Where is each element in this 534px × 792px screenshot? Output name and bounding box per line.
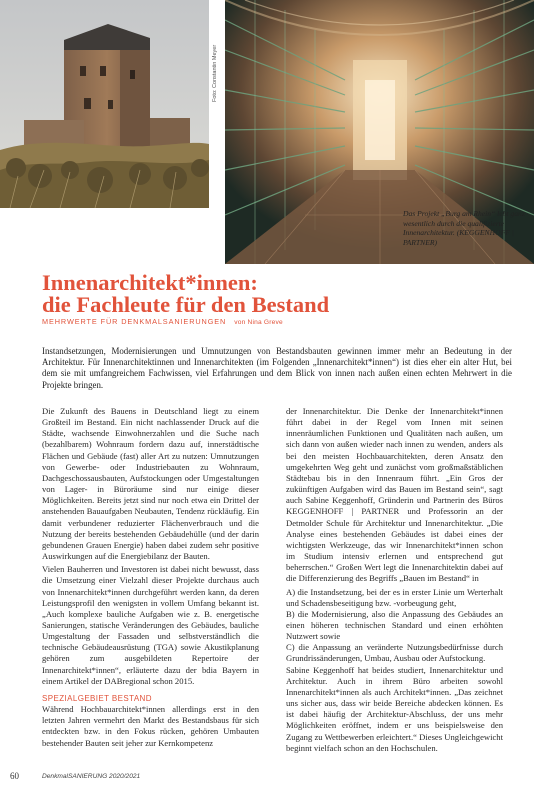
photo-caption: Das Projekt „Burg am Rhein“ lebt ganz wesentlich durch die qualifizierte Innenarchitektur. (KEGGENHOFF | PARTNER) [403, 209, 525, 247]
definition-list [286, 587, 503, 665]
title-line-2: die Fachleute für den Bestand [42, 292, 330, 317]
paragraph: Während Hochbauarchitekt*innen allerdings erst in den letzten Jahren vermehrt den Markt des Bestandsbaus für sich entdeckten bzw. in den Fokus rücken, gehören Umbauten bestehender Bauten seit jeher zur Kernkompetenz [42, 704, 259, 748]
author-byline: von Nina Greve [234, 319, 283, 326]
list-item: C) die Anpassung an veränderte Nutzungsbedürfnisse durch Grundrissänderungen, Umbau, Ausbau oder Aufstockung. [286, 642, 503, 664]
publication-footer [42, 773, 140, 780]
publication-name: DenkmalSANIERUNG 2020/2021 [42, 773, 141, 780]
column-right [286, 406, 503, 756]
article-kicker [42, 317, 283, 326]
title-line-1: Innenarchitekt*innen: [42, 270, 258, 295]
photo-credit: Foto: Constantin Meyer [212, 44, 218, 102]
list-item: A) die Instandsetzung, bei der es in erster Linie um Werterhalt und Schadensbeseitigung bzw. -vorbeugung geht, [286, 586, 503, 608]
column-left [42, 406, 259, 751]
lead-paragraph: Instandsetzungen, Modernisierungen und Umnutzungen von Bestandsbauten gewinnen immer mehr an Bedeutung in der Architektur. Für Innenarchitektinnen und Innenarchitekten (im Folgenden „Innenarchitekt*innen“) ist dies eher ein alter Hut, bei dem sie mit umfangreichem Fachwissen, viel Erfahrungen und dem Blick von innen nach außen einen echten Mehrwert in die Projekte bringen. [42, 346, 512, 390]
kicker-text: MEHRWERTE FÜR DENKMALSANIERUNGEN [42, 317, 227, 326]
paragraph: Vielen Bauherren und Investoren ist dabei nicht bewusst, dass die Umsetzung einer Vielzahl dieser Projekte durchaus auch von Innenarchitekt*innen durchgeführt werden kann, da deren Leistungsprofil den wenigsten in vollem Umfang bekannt ist. „Auch komplexe bauliche Aufgaben wie z. B. energetische Sanierungen, statische Veränderungen des Gebäudes, bauliche Umgestaltung der Fassaden und selbstverständlich die technische Gebäudeausrüstung (TGA) sowie Akustikplanung gehören zum ausgebildeten Repertoire der Innenarchitekt*innen“, erläuterte dazu der bdia Bayern in einem Artikel der DABregional schon 2015. [42, 564, 259, 686]
castle-photo [0, 0, 209, 208]
paragraph: Die Zukunft des Bauens in Deutschland liegt zu einem Großteil im Bestand. Ein nicht nachlassender Druck auf die Städte, wachsende Einwohnerzahlen und die Suche nach (bezahlbarem) Wohnraum fordern dazu auf, innerstädtische Flächen und Gebäude (fast) aller Art zu nutzen: Umnutzungen von Gewerbe- oder Industriebauten zu Wohnraum, Dachgeschossausbauten, Aufstockungen oder Umgestaltungen von Lager- in Büroräume sind nur einige dieser Möglichkeiten. Bereits jetzt sind nur noch etwa ein Drittel der anstehenden Bauaufgaben Neubauten, Tendenz rückläufig. Ein damit verbundener reduzierter Flächenverbrauch und die Nutzung der bereits bestehenden Gebäudehülle (und der darin gebundenen Grauen Energie) haben dabei zudem sehr positive Auswirkungen auf die Energiebilanz der Bauten. [42, 406, 259, 562]
page-number: 60 [10, 771, 19, 781]
article-title [42, 272, 502, 316]
paragraph: der Innenarchitektur. Die Denke der Innenarchitekt*innen führt dabei in der Regel vom Innen mit seinen innenräumlichen Funktionen und Qualitäten nach außen, um sich dann von außen wieder nach innen zu wenden, anders als bei den meisten Hochbauarchitekten, deren Ansatz den umgekehrten Weg geht und zunächst vom großmaßstäblichen Städtebau bis in den Innenraum führt. „Ein Gros der zukünftigen Aufgaben wird das Bauen im Bestand sein“, sagt auch Sabine Keggenhoff, Gründerin und Partnerin des Büros KEGGENHOFF | PARTNER und Professorin an der Detmolder Schule für Architektur und Innenarchitektur. „Die Analyse eines bestehenden Gebäudes ist dabei eines der wichtigsten Werkzeuge, das wir Innenarchitekt*innen schon im Studium intensiv erlernen und entsprechend gut beherrschen.“ Großen Wert legt die Innenarchitektin dabei auf die Differenzierung des Begriffs „Bauen im Bestand“ in [286, 406, 503, 584]
castle-illustration [0, 0, 209, 208]
paragraph: Sabine Keggenhoff hat beides studiert, Innenarchitektur und Architektur. Auch in ihrem Büro arbeiten sowohl Innenarchitekt*innen als auch Architekt*innen. „Das zeichnet uns sicher aus, dass wir beide Bereiche abdecken können. Es ist dabei häufig der Architektur-Abschluss, der uns mehr Möglichkeiten eröffnet, indem er uns beispielsweise den Zugang zu Wettbewerben erleichtert.“ Dieses Ungleichgewicht beginnt vielfach schon an den Hochschulen. [286, 664, 503, 753]
section-subhead: SPEZIALGEBIET BESTAND [42, 693, 152, 703]
list-item: B) die Modernisierung, also die Anpassung des Gebäudes an einen höheren technischen Standard und einen erhöhten Nutzwert sowie [286, 608, 503, 642]
